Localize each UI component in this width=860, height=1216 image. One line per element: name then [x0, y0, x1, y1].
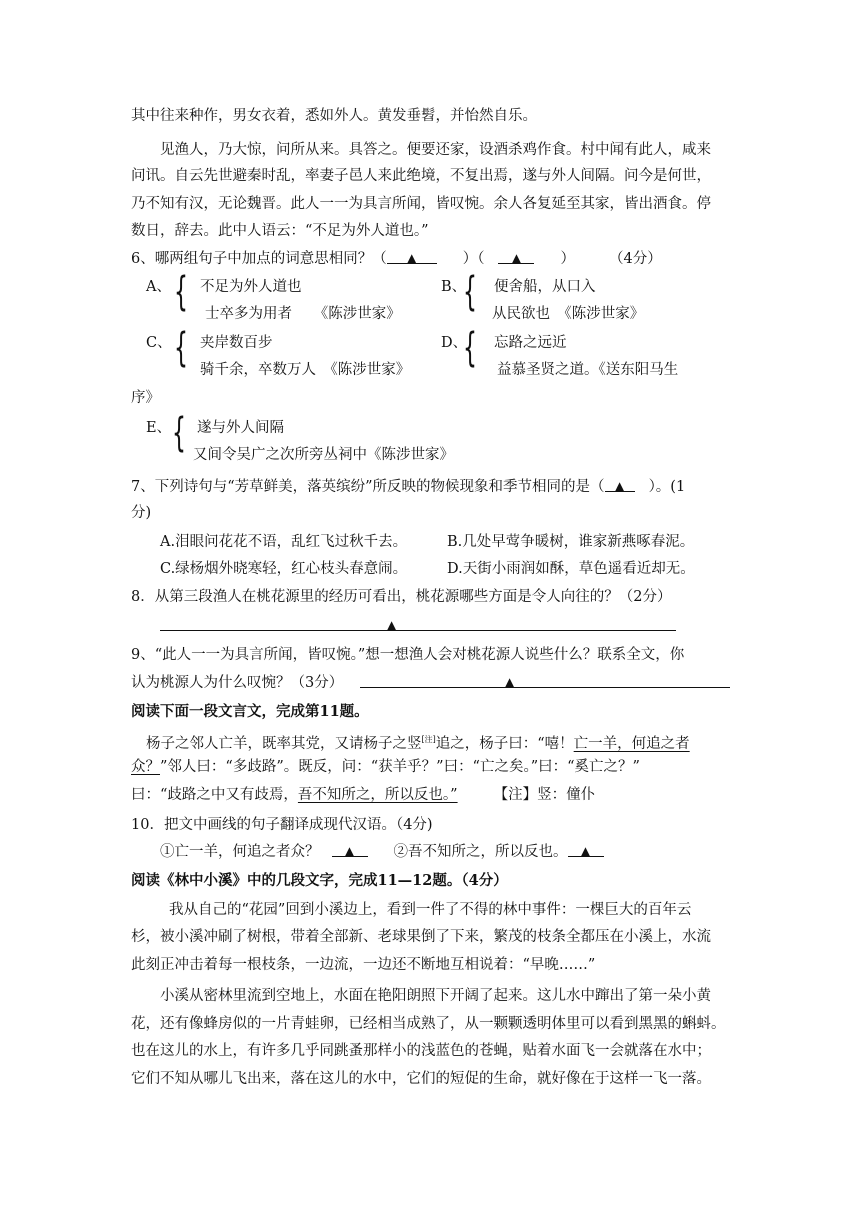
passage-line: 数日，辞去。此中人语云：“不足为外人道也。”	[131, 223, 429, 239]
answer-marker: ▲	[387, 618, 397, 632]
underlined-sentence: 亡一羊，何追之者	[573, 735, 690, 752]
passage-line: 问讯。自云先世避秦时乱，率妻子邑人来此绝境，不复出焉，遂与外人间隔。问今是何世，	[131, 168, 711, 184]
option-line: 遂与外人间隔	[197, 420, 284, 436]
q7-stem-cont: 分)	[131, 505, 152, 521]
brace-icon: {	[174, 269, 188, 315]
passage-line: 小溪从密林里流到空地上，水面在艳阳朗照下开阔了起来。这儿水中蹿出了第一朵小黄	[160, 988, 711, 1004]
q10-stem: 10．把文中画线的句子翻译成现代汉语。（4分)	[131, 817, 433, 833]
passage-line: 见渔人，乃大惊，问所从来。具答之。便要还家，设酒杀鸡作食。村中闻有此人，咸来	[160, 142, 711, 158]
q9-stem: 9、“此人一一为具言所闻，皆叹惋。”想一想渔人会对桃花源人说些什么？联系全文，你	[131, 647, 685, 663]
passage-line: 此刻正冲击着每一根枝条，一边流，一边还不断地互相说着：“早晚……”	[131, 957, 596, 973]
brace-icon: {	[174, 325, 188, 371]
q7-stem: 7、下列诗句与“芳草鲜美，落英缤纷”所反映的物候现象和季节相同的是（ ▲ ）。(1	[131, 479, 686, 495]
option-line: 序》	[131, 390, 160, 406]
answer-blank[interactable]: ▲	[498, 249, 534, 264]
q10-item: ①亡一羊，何追之者众？ ▲ ②吾不知所之，所以反也。 ▲	[160, 842, 604, 862]
q8-stem: 8．从第三段渔人在桃花源里的经历可看出，桃花源哪些方面是令人向往的？（2分）	[131, 589, 672, 605]
passage-line: 杨子之邻人亡羊，既率其党，又请杨子之竖[注]追之，杨子曰：“嘻！亡一羊，何追之者	[146, 735, 690, 752]
option-line: 从民欲也 《陈涉世家》	[492, 306, 645, 322]
answer-blank[interactable]: ▲	[387, 249, 437, 264]
brace-icon: {	[172, 410, 186, 456]
answer-blank[interactable]: ▲	[605, 477, 635, 492]
option-label: A、	[146, 279, 171, 295]
option-line: 不足为外人道也	[200, 279, 302, 295]
option-line: 忘路之远近	[494, 335, 567, 351]
option-line: 夹岸数百步	[200, 335, 273, 351]
underlined-sentence: 吾不知所之，所以反也。”	[297, 787, 458, 803]
q7-option: B.几处早莺争暖树，谁家新燕啄春泥。	[447, 534, 695, 550]
brace-icon: {	[463, 325, 477, 371]
brace-icon: {	[463, 269, 477, 315]
option-label: C、	[146, 335, 172, 351]
option-line: 骑千余，卒数万人 《陈涉世家》	[200, 362, 411, 378]
q9-stem-cont: 认为桃源人为什么叹惋？（3分）	[131, 675, 344, 691]
passage-line: 乃不知有汉，无论魏晋。此人一一为具言所闻，皆叹惋。余人各复延至其家，皆出酒食。停	[131, 196, 711, 212]
q7-option: C.绿杨烟外晓寒轻，红心枝头春意闹。	[160, 561, 408, 577]
option-line: 士卒多为用者 《陈涉世家》	[205, 306, 401, 322]
q6-stem: 6、哪两组句子中加点的词意思相同？（ ▲ ）（ ▲ ） （4分）	[131, 251, 662, 267]
option-label: E、	[146, 420, 172, 436]
option-label: D、	[441, 335, 468, 351]
passage-line: 其中往来种作，男女衣着，悉如外人。黄发垂髫，并怡然自乐。	[131, 108, 537, 124]
section-heading: 阅读《林中小溪》中的几段文字，完成11—12题。（4分）	[131, 872, 508, 889]
q7-option: D.天街小雨润如酥，草色遥看近却无。	[447, 561, 695, 577]
passage-line: 也在这儿的水上，有许多几乎同跳蚤那样小的浅蓝色的苍蝇，贴着水面飞一会就落在水中；	[131, 1043, 711, 1059]
passage-line: 花，还有像蜂房似的一片青蛙卵，已经相当成熟了，从一颗颗透明体里可以看到黑黑的蝌蚪。	[131, 1016, 726, 1032]
passage-line: 众？”邻人曰：“多歧路”。既反，问：“获羊乎？”曰：“亡之矣。”曰：“奚亡之？”	[131, 759, 640, 775]
passage-line: 它们不知从哪儿飞出来，落在这儿的水中，它们的短促的生命，就好像在于这样一飞一落。	[131, 1071, 711, 1087]
option-line: 益慕圣贤之道。《送东阳马生	[497, 362, 679, 378]
passage-line: 曰：“歧路之中又有歧焉，吾不知所之，所以反也。” 【注】竖：僮仆	[131, 787, 596, 803]
section-heading: 阅读下面一段文言文，完成第11题。	[131, 703, 369, 720]
answer-line[interactable]	[160, 630, 676, 631]
option-line: 又间令吴广之次所旁丛祠中《陈涉世家》	[193, 447, 454, 463]
passage-line: 杉，被小溪冲刷了树根，带着全部新、老球果倒了下来，繁茂的枝条全都压在小溪上，水流	[131, 929, 711, 945]
passage-line: 我从自己的“花园”回到小溪边上，看到一件了不得的林中事件：一棵巨大的百年云	[169, 902, 692, 918]
underlined-sentence: 众？	[131, 759, 160, 775]
q7-option: A.泪眼问花花不语，乱红飞过秋千去。	[160, 534, 408, 550]
answer-blank[interactable]: ▲	[332, 842, 368, 857]
answer-blank[interactable]: ▲	[568, 842, 604, 857]
answer-line[interactable]	[360, 687, 730, 688]
option-label: B、	[441, 279, 467, 295]
answer-marker: ▲	[505, 675, 515, 689]
option-line: 便舍船，从口入	[494, 279, 596, 295]
